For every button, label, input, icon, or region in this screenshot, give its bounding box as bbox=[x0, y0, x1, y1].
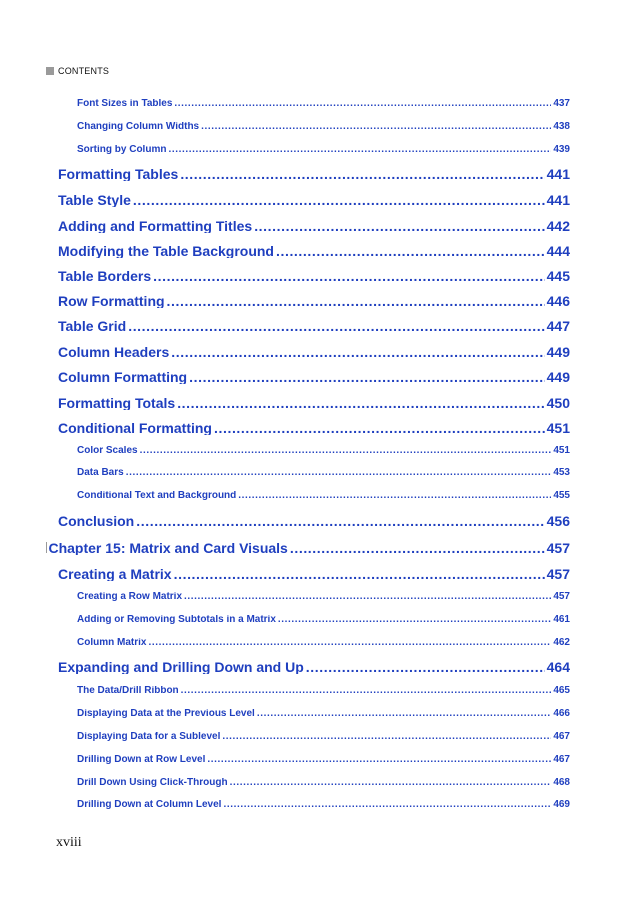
toc-chapter-entry[interactable] bbox=[0, 541, 638, 555]
toc-entry-page: 441 bbox=[546, 167, 570, 181]
page-number: xviii bbox=[56, 835, 82, 850]
toc-entry-page: 465 bbox=[553, 686, 570, 696]
dot-leader bbox=[207, 755, 551, 765]
toc-entry[interactable] bbox=[0, 732, 638, 742]
header-label: CONTENTS bbox=[58, 66, 110, 76]
dot-leader bbox=[171, 345, 544, 359]
toc-entry[interactable] bbox=[0, 421, 638, 435]
toc-entry-page: 453 bbox=[553, 468, 570, 478]
dot-leader bbox=[306, 660, 545, 674]
dot-leader bbox=[201, 122, 551, 132]
toc-entry[interactable] bbox=[0, 615, 638, 625]
toc-entry-title: Creating a Row Matrix bbox=[77, 592, 183, 602]
dot-leader bbox=[214, 421, 545, 435]
toc-entry-page: 457 bbox=[546, 541, 570, 555]
toc-entry-title: Modifying the Table Background bbox=[58, 244, 274, 258]
toc-entry[interactable] bbox=[0, 269, 638, 283]
toc-entry-page: 451 bbox=[553, 446, 570, 456]
toc-entry-page: 457 bbox=[546, 567, 570, 581]
toc-entry-page: 462 bbox=[553, 638, 570, 648]
toc-entry[interactable] bbox=[0, 219, 638, 233]
toc-entry-title: Formatting Tables bbox=[58, 167, 179, 181]
toc-entry-title: Column Headers bbox=[58, 345, 170, 359]
toc-entry[interactable] bbox=[0, 638, 638, 648]
dot-leader bbox=[181, 686, 552, 696]
toc-entry-title: Data Bars bbox=[77, 468, 124, 478]
toc-entry-title: Table Borders bbox=[58, 269, 152, 283]
dot-leader bbox=[189, 370, 545, 384]
toc-entry-title: Conclusion bbox=[58, 514, 135, 528]
dot-leader bbox=[222, 732, 551, 742]
toc-entry-title: Row Formatting bbox=[58, 294, 165, 308]
toc-entry-title: Table Grid bbox=[58, 319, 127, 333]
dot-leader bbox=[230, 778, 552, 788]
dot-leader bbox=[140, 446, 552, 456]
toc-entry[interactable] bbox=[0, 800, 638, 810]
toc-entry-title: Adding and Formatting Titles bbox=[58, 219, 253, 233]
toc-entry-title: Drilling Down at Row Level bbox=[77, 755, 206, 765]
toc-entry-title: Sorting by Column bbox=[77, 145, 167, 155]
toc-entry[interactable] bbox=[0, 294, 638, 308]
toc-entry-page: 442 bbox=[546, 219, 570, 233]
toc-entry[interactable] bbox=[0, 491, 638, 501]
toc-entry[interactable] bbox=[0, 345, 638, 359]
toc-entry-title: Formatting Totals bbox=[58, 396, 176, 410]
dot-leader bbox=[168, 145, 551, 155]
toc-entry[interactable] bbox=[0, 514, 638, 528]
running-header bbox=[46, 66, 109, 76]
dot-leader bbox=[126, 468, 552, 478]
dot-leader bbox=[290, 541, 545, 555]
toc-entry[interactable] bbox=[0, 709, 638, 719]
dot-leader bbox=[167, 294, 545, 308]
toc-entry-page: 455 bbox=[553, 491, 570, 501]
toc-entry-page: 464 bbox=[546, 660, 570, 674]
toc-entry-title: Table Style bbox=[58, 193, 131, 207]
dot-leader bbox=[148, 638, 551, 648]
dot-leader bbox=[133, 193, 545, 207]
toc-entry-title: Column Formatting bbox=[58, 370, 188, 384]
toc-entry[interactable] bbox=[0, 778, 638, 788]
dot-leader bbox=[174, 567, 545, 581]
toc-entry[interactable] bbox=[0, 370, 638, 384]
toc-entry-page: 449 bbox=[546, 345, 570, 359]
toc-entry[interactable] bbox=[0, 193, 638, 207]
dot-leader bbox=[238, 491, 551, 501]
toc-entry[interactable] bbox=[0, 145, 638, 155]
toc-entry-page: 457 bbox=[553, 592, 570, 602]
toc-entry[interactable] bbox=[0, 567, 638, 581]
toc-entry-page: 469 bbox=[553, 800, 570, 810]
toc-entry-page: 444 bbox=[546, 244, 570, 258]
toc-entry-title: Conditional Formatting bbox=[58, 421, 212, 435]
dot-leader bbox=[257, 709, 551, 719]
square-bullet-icon bbox=[46, 67, 54, 75]
toc-entry-title: Creating a Matrix bbox=[58, 567, 172, 581]
toc-entry[interactable] bbox=[0, 319, 638, 333]
toc-entry-page: 446 bbox=[546, 294, 570, 308]
toc-entry-title: Changing Column Widths bbox=[77, 122, 200, 132]
dot-leader bbox=[153, 269, 545, 283]
toc-entry-page: 449 bbox=[546, 370, 570, 384]
toc-entry-page: 461 bbox=[553, 615, 570, 625]
toc-entry[interactable] bbox=[0, 468, 638, 478]
toc-entry-title: Drill Down Using Click-Through bbox=[77, 778, 228, 788]
toc-entry-title: Conditional Text and Background bbox=[77, 491, 237, 501]
dot-leader bbox=[128, 319, 544, 333]
toc-entry-page: 468 bbox=[553, 778, 570, 788]
toc-entry-title: Chapter 15: Matrix and Card Visuals bbox=[48, 541, 288, 555]
toc-entry-page: 447 bbox=[546, 319, 570, 333]
toc-entry[interactable] bbox=[0, 686, 638, 696]
dot-leader bbox=[180, 167, 544, 181]
toc-entry-title: Font Sizes in Tables bbox=[77, 99, 173, 109]
dot-leader bbox=[136, 514, 544, 528]
toc-entry-page: 467 bbox=[553, 755, 570, 765]
toc-entry-title: Displaying Data for a Sublevel bbox=[77, 732, 221, 742]
toc-entry-title: Expanding and Drilling Down and Up bbox=[58, 660, 304, 674]
toc-entry-title: Drilling Down at Column Level bbox=[77, 800, 222, 810]
dot-leader bbox=[278, 615, 551, 625]
toc-entry-title: Column Matrix bbox=[77, 638, 147, 648]
dot-leader bbox=[184, 592, 551, 602]
toc-entry-title: Color Scales bbox=[77, 446, 138, 456]
toc-entry[interactable] bbox=[0, 446, 638, 456]
square-bullet-icon bbox=[46, 542, 47, 553]
toc-entry[interactable] bbox=[0, 99, 638, 109]
dot-leader bbox=[223, 800, 551, 810]
dot-leader bbox=[276, 244, 545, 258]
toc-entry[interactable] bbox=[0, 592, 638, 602]
toc-entry[interactable] bbox=[0, 396, 638, 410]
toc-entry[interactable] bbox=[0, 244, 638, 258]
toc-entry-page: 450 bbox=[546, 396, 570, 410]
toc-entry-title: Adding or Removing Subtotals in a Matrix bbox=[77, 615, 276, 625]
toc-entry-page: 451 bbox=[546, 421, 570, 435]
dot-leader bbox=[254, 219, 544, 233]
toc-entry-title: Displaying Data at the Previous Level bbox=[77, 709, 255, 719]
toc-entry-page: 437 bbox=[553, 99, 570, 109]
toc-entry[interactable] bbox=[0, 122, 638, 132]
toc-entry-page: 466 bbox=[553, 709, 570, 719]
dot-leader bbox=[174, 99, 551, 109]
toc-entry-page: 441 bbox=[546, 193, 570, 207]
toc-entry-page: 438 bbox=[553, 122, 570, 132]
toc-entry-title: The Data/Drill Ribbon bbox=[77, 686, 179, 696]
toc-entry-page: 439 bbox=[553, 145, 570, 155]
toc-entry[interactable] bbox=[0, 755, 638, 765]
toc-entry-page: 445 bbox=[546, 269, 570, 283]
toc-entry[interactable] bbox=[0, 167, 638, 181]
toc-entry-page: 467 bbox=[553, 732, 570, 742]
toc-entry[interactable] bbox=[0, 660, 638, 674]
toc-entry-page: 456 bbox=[546, 514, 570, 528]
dot-leader bbox=[177, 396, 544, 410]
